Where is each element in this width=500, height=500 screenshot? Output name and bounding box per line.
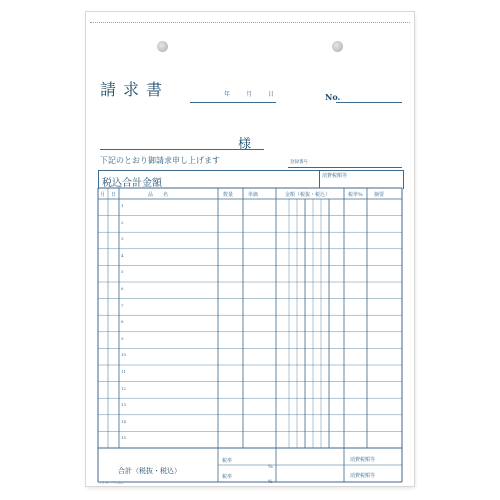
header-quantity: 数量	[223, 192, 234, 198]
tax-rate-label-2: 税率	[222, 474, 233, 480]
row-number: 7	[121, 302, 124, 308]
header-month: 月	[100, 192, 106, 198]
request-message: 下記のとおり御請求申し上げます	[100, 156, 220, 165]
header-remarks: 摘要	[374, 192, 385, 198]
invoice-sheet	[86, 12, 414, 486]
date-day-label: 日	[268, 91, 275, 98]
header-amount: 金額（税抜・税込）	[285, 192, 331, 198]
row-number: 8	[121, 319, 124, 325]
date-month-label: 月	[246, 91, 253, 98]
header-tax-rate: 税率%	[348, 192, 363, 198]
percent-2: %	[268, 479, 273, 485]
footer-tax-amount-label-1: 消費税額等	[350, 457, 376, 463]
form-code: コクヨ ウ-312	[98, 481, 124, 485]
row-number: 2	[121, 219, 124, 225]
header-item: 品 名	[148, 192, 169, 198]
row-number: 14	[121, 418, 127, 424]
row-number: 10	[121, 352, 127, 358]
row-number: 3	[121, 236, 124, 242]
registration-number-label: 登録番号	[290, 160, 308, 165]
header-unit-price: 単価	[248, 192, 259, 198]
percent-1: %	[268, 464, 273, 470]
row-number: 1	[121, 203, 124, 208]
number-label: No.	[325, 92, 341, 102]
row-number: 11	[121, 369, 127, 374]
header-day: 日	[111, 192, 117, 198]
row-number: 9	[121, 335, 124, 341]
row-number: 4	[121, 252, 124, 258]
subtotal-label: 合計（税抜・税込）	[118, 467, 181, 475]
row-number: 12	[121, 385, 127, 391]
row-number: 15	[121, 435, 127, 441]
footer-tax-amount-label-2: 消費税額等	[350, 473, 376, 479]
tax-amount-label: 消費税額等	[322, 173, 348, 179]
table-grid	[86, 12, 414, 486]
row-number: 5	[121, 269, 124, 275]
row-number: 6	[121, 286, 124, 291]
honorific-label: 様	[238, 137, 252, 152]
total-amount-label: 税込合計金額	[102, 178, 162, 189]
date-year-label: 年	[224, 91, 231, 98]
tax-rate-label-1: 税率	[222, 458, 233, 464]
invoice-title: 請求書	[100, 80, 170, 99]
row-number: 13	[121, 402, 127, 408]
